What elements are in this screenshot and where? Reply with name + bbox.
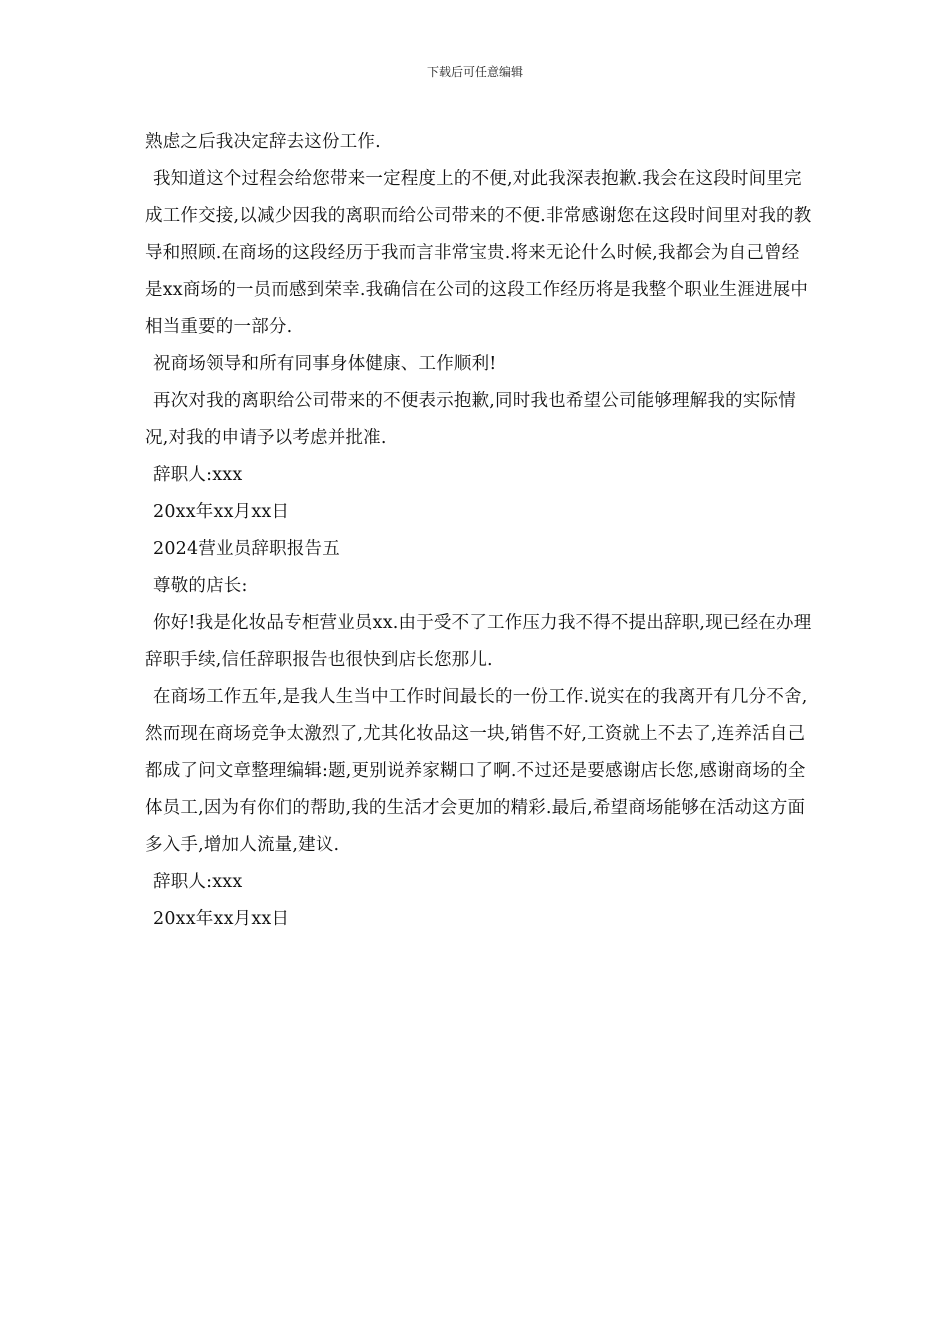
- page-header: 下载后可任意编辑: [426, 65, 523, 79]
- paragraph: 祝商场领导和所有同事身体健康、工作顺利!: [153, 354, 497, 374]
- date-line: 20xx年xx月xx日: [153, 909, 290, 929]
- signature-line: 辞职人:xxx: [153, 465, 243, 485]
- paragraph: 我知道这个过程会给您带来一定程度上的不便,对此我深表抱歉.我会在这段时间里完成工作交接,以减少因我的离职而给公司带来的不便.非常感谢您在这段时间里对我的教导和照顾.在商场的这段经历于我而言非常宝贵.将来无论什么时候,我都会为自己曾经是xx商场的一员而感到荣幸.我确信在公司的这段工作经历将是我整个职业生涯进展中相当重要的一部分.: [145, 169, 812, 337]
- document-body: [145, 124, 815, 938]
- signature-line: 辞职人:xxx: [153, 872, 243, 892]
- paragraph: 熟虑之后我决定辞去这份工作.: [145, 132, 381, 152]
- paragraph: 再次对我的离职给公司带来的不便表示抱歉,同时我也希望公司能够理解我的实际情况,对我的申请予以考虑并批准.: [145, 391, 796, 448]
- date-line: 20xx年xx月xx日: [153, 502, 290, 522]
- paragraph: 你好!我是化妆品专柜营业员xx.由于受不了工作压力我不得不提出辞职,现已经在办理辞职手续,信任辞职报告也很快到店长您那儿.: [145, 613, 812, 670]
- paragraph: 在商场工作五年,是我人生当中工作时间最长的一份工作.说实在的我离开有几分不舍,然而现在商场竞争太激烈了,尤其化妆品这一块,销售不好,工资就上不去了,连养活自己都成了问文章整理编辑:题,更别说养家糊口了啊.不过还是要感谢店长您,感谢商场的全体员工,因为有你们的帮助,我的生活才会更加的精彩.最后,希望商场能够在活动这方面多入手,增加人流量,建议.: [145, 687, 808, 855]
- salutation: 尊敬的店长:: [153, 576, 248, 596]
- section-title: 2024营业员辞职报告五: [153, 539, 340, 559]
